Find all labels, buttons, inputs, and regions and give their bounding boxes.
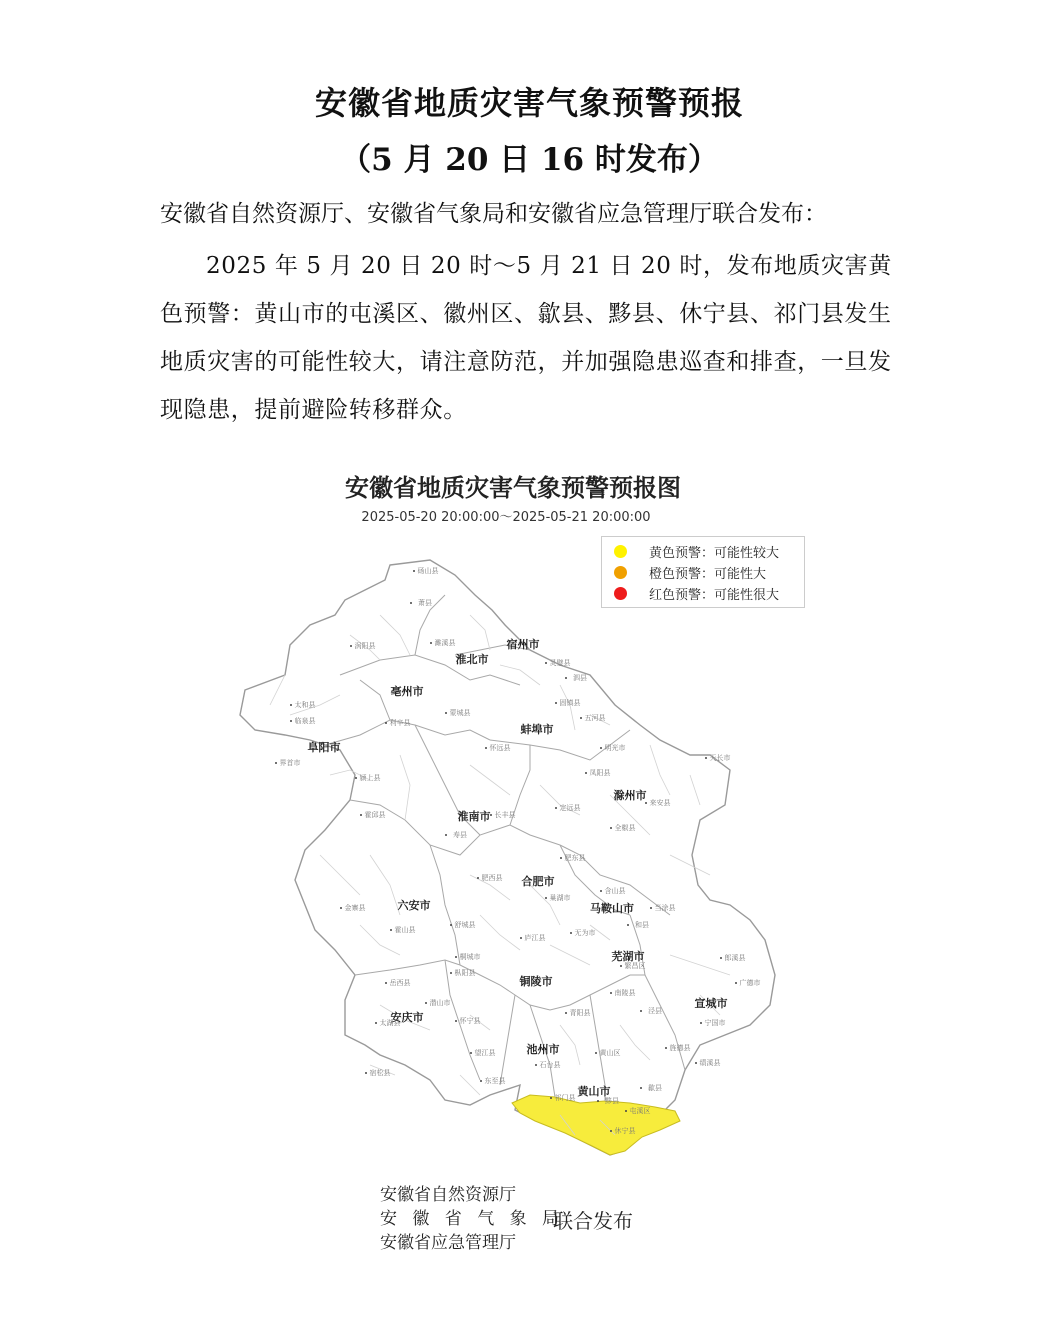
county-seat-dot (597, 1100, 599, 1102)
county-label: 潜山市 (429, 999, 451, 1007)
city-label: 池州市 (526, 1043, 560, 1056)
county-label: 砀山县 (417, 567, 439, 575)
county-seat-dot (450, 972, 452, 974)
intro-paragraph: 安徽省自然资源厅、安徽省气象局和安徽省应急管理厅联合发布： (160, 201, 827, 227)
county-seat-dot (650, 907, 652, 909)
county-label: 含山县 (604, 887, 626, 895)
county-seat-dot (430, 642, 432, 644)
county-label: 涡阳县 (354, 642, 376, 650)
county-label: 泗县 (573, 674, 587, 682)
county-label: 霍山县 (394, 926, 416, 934)
county-seat-dot (450, 924, 452, 926)
county-label: 太和县 (294, 701, 316, 709)
county-seat-dot (455, 956, 457, 958)
county-seat-dot (640, 1010, 642, 1012)
county-seat-dot (720, 957, 722, 959)
county-label: 泾县 (648, 1007, 662, 1015)
county-seat-dot (477, 877, 479, 879)
county-seat-dot (705, 757, 707, 759)
county-label: 石台县 (539, 1061, 561, 1069)
county-label: 庐江县 (524, 934, 546, 942)
city-label: 宿州市 (506, 638, 540, 651)
legend-label-red: 红色预警：可能性很大 (649, 587, 780, 603)
county-seat-dot (290, 720, 292, 722)
county-seat-dot (585, 772, 587, 774)
county-label: 郎溪县 (724, 954, 746, 962)
county-label: 屯溪区 (629, 1107, 651, 1115)
county-label: 太湖县 (379, 1019, 401, 1027)
county-label: 青阳县 (569, 1009, 591, 1017)
county-label: 舒城县 (454, 921, 476, 929)
county-seat-dot (545, 897, 547, 899)
county-seat-dot (445, 712, 447, 714)
county-seat-dot (580, 717, 582, 719)
county-label: 繁昌区 (624, 962, 646, 970)
county-label: 怀远县 (489, 744, 511, 752)
county-seat-dot (410, 602, 412, 604)
county-label: 蒙城县 (449, 709, 471, 717)
county-seat-dot (627, 924, 629, 926)
county-label: 临泉县 (294, 717, 316, 725)
county-label: 休宁县 (614, 1127, 636, 1135)
county-seat-dot (385, 722, 387, 724)
county-seat-dot (735, 982, 737, 984)
county-label: 利辛县 (389, 719, 411, 727)
county-seat-dot (470, 1052, 472, 1054)
county-label: 凤阳县 (589, 769, 611, 777)
county-seat-dot (445, 834, 447, 836)
county-label: 霍邱县 (364, 811, 386, 819)
city-label: 蚌埠市 (520, 723, 554, 736)
org-emergency: 安徽省应急管理厅 (380, 1233, 516, 1253)
county-label: 广德市 (739, 979, 761, 987)
map-title: 安徽省地质灾害气象预警预报图 (345, 474, 681, 502)
map-date-range: 2025-05-20 20:00:00～2025-05-21 20:00:00 (361, 510, 651, 525)
county-label: 东至县 (484, 1077, 506, 1085)
joint-release-label: 联合发布 (553, 1209, 633, 1233)
county-label: 定远县 (559, 804, 581, 812)
county-seat-dot (665, 1047, 667, 1049)
county-seat-dot (375, 1022, 377, 1024)
county-label: 枞阳县 (454, 969, 476, 977)
county-seat-dot (425, 1002, 427, 1004)
county-seat-dot (550, 1097, 552, 1099)
county-label: 南陵县 (614, 989, 636, 997)
county-label: 天长市 (709, 754, 731, 762)
city-label: 阜阳市 (307, 741, 341, 754)
county-seat-dot (565, 677, 567, 679)
county-seat-dot (275, 762, 277, 764)
county-seat-dot (695, 1062, 697, 1064)
county-label: 歙县 (648, 1084, 662, 1092)
city-label: 淮北市 (455, 653, 489, 666)
county-seat-dot (555, 702, 557, 704)
county-seat-dot (360, 814, 362, 816)
county-seat-dot (555, 807, 557, 809)
county-label: 宿松县 (369, 1069, 391, 1077)
county-seat-dot (645, 802, 647, 804)
city-label: 铜陵市 (519, 975, 553, 988)
county-seat-dot (640, 1087, 642, 1089)
county-seat-dot (610, 992, 612, 994)
city-label: 合肥市 (521, 875, 555, 888)
county-seat-dot (565, 1012, 567, 1014)
city-label: 马鞍山市 (590, 902, 634, 915)
county-label: 绩溪县 (699, 1059, 721, 1067)
county-seat-dot (595, 1052, 597, 1054)
county-seat-dot (350, 645, 352, 647)
county-label: 巢湖市 (549, 894, 571, 902)
county-label: 怀宁县 (459, 1017, 481, 1025)
document-title: 安徽省地质灾害气象预警预报 (314, 84, 744, 122)
county-label: 界首市 (279, 759, 301, 767)
city-label: 安庆市 (390, 1011, 424, 1024)
county-seat-dot (700, 1022, 702, 1024)
county-label: 和县 (635, 921, 649, 929)
county-label: 黟县 (605, 1097, 619, 1105)
county-seat-dot (290, 704, 292, 706)
county-seat-dot (340, 907, 342, 909)
county-seat-dot (545, 662, 547, 664)
anhui-map (230, 555, 790, 1165)
county-seat-dot (413, 570, 415, 572)
county-label: 宁国市 (704, 1019, 726, 1027)
county-seat-dot (355, 777, 357, 779)
county-label: 五河县 (584, 714, 606, 722)
city-label: 宣城市 (694, 997, 728, 1010)
county-label: 祁门县 (554, 1094, 576, 1102)
city-label: 滁州市 (613, 789, 647, 802)
county-seat-dot (560, 857, 562, 859)
county-seat-dot (485, 747, 487, 749)
county-label: 金寨县 (344, 904, 366, 912)
city-label: 芜湖市 (611, 950, 645, 963)
county-seat-dot (610, 827, 612, 829)
county-seat-dot (625, 1110, 627, 1112)
issuing-organizations (380, 1183, 564, 1255)
org-natural-resources: 安徽省自然资源厅 (380, 1185, 516, 1205)
county-seat-dot (600, 747, 602, 749)
county-label: 固镇县 (559, 699, 581, 707)
county-label: 萧县 (418, 599, 432, 607)
county-label: 黄山区 (599, 1049, 621, 1057)
county-seat-dot (480, 1080, 482, 1082)
county-label: 全椒县 (614, 824, 636, 832)
county-seat-dot (610, 1130, 612, 1132)
county-label: 肥西县 (481, 874, 503, 882)
county-seat-dot (570, 932, 572, 934)
county-seat-dot (455, 1020, 457, 1022)
county-seat-dot (535, 1064, 537, 1066)
county-label: 无为市 (574, 929, 596, 937)
county-label: 寿县 (453, 831, 467, 839)
county-label: 肥东县 (564, 854, 586, 862)
county-label: 望江县 (474, 1049, 496, 1057)
county-label: 明光市 (604, 744, 626, 752)
legend-label-orange: 橙色预警：可能性大 (649, 566, 767, 582)
county-label: 旌德县 (669, 1044, 691, 1052)
city-label: 淮南市 (457, 810, 491, 823)
county-label: 灵璧县 (549, 659, 571, 667)
county-seat-dot (600, 890, 602, 892)
city-label: 黄山市 (577, 1085, 611, 1098)
county-seat-dot (365, 1072, 367, 1074)
county-seat-dot (385, 982, 387, 984)
city-label: 亳州市 (390, 685, 424, 698)
county-label: 长丰县 (494, 811, 516, 819)
org-meteorology: 安 徽 省 气 象 局 (380, 1209, 565, 1229)
county-seat-dot (490, 814, 492, 816)
county-label: 当涂县 (654, 904, 676, 912)
county-label: 岳西县 (389, 979, 411, 987)
county-seat-dot (520, 937, 522, 939)
county-label: 濉溪县 (434, 639, 456, 647)
county-label: 颍上县 (359, 774, 381, 782)
anhui-map-svg (230, 555, 790, 1165)
document-subtitle: （5 月 20 日 16 时发布） (340, 142, 719, 178)
legend-label-yellow: 黄色预警：可能性较大 (649, 545, 780, 561)
county-seat-dot (390, 929, 392, 931)
warning-paragraph: 2025 年 5 月 20 日 20 时～5 月 21 日 20 时，发布地质灾害黄色预警：黄山市的屯溪区、徽州区、歙县、黟县、休宁县、祁门县发生地质灾害的可能性较大，请注意防范，并加强隐患巡查和排查，一旦发现隐患，提前避险转移群众。 (160, 253, 892, 423)
county-label: 桐城市 (459, 953, 481, 961)
county-seat-dot (620, 965, 622, 967)
county-label: 来安县 (649, 799, 671, 807)
city-label: 六安市 (397, 899, 431, 912)
